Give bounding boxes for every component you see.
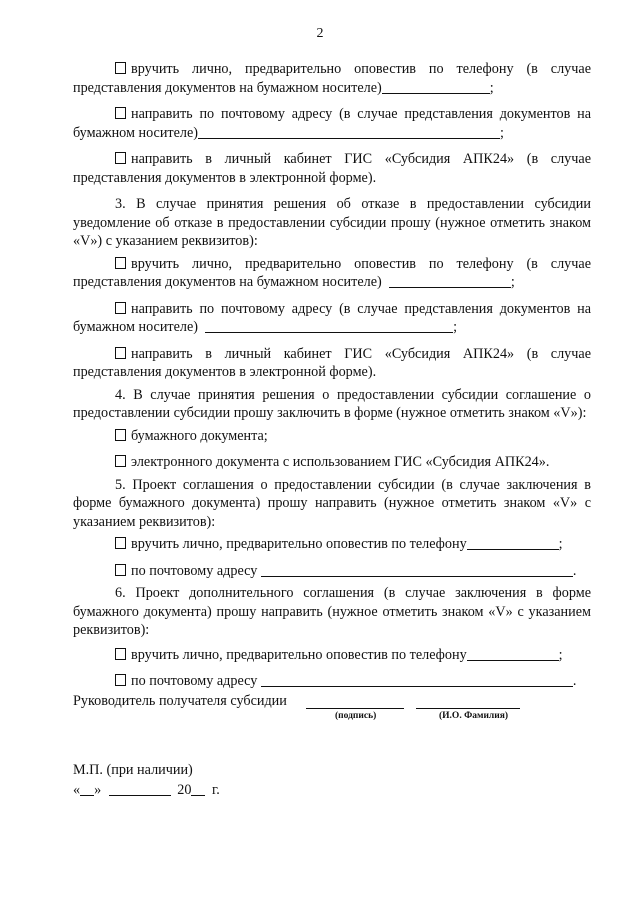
option-text: вручить лично, предварительно оповестив по телефону (в случае представления документов на бумажном носителе) [73, 61, 591, 96]
section-5-text: 5. Проект соглашения о предоставлении субсидии (в случае заключения в форме бумажного документа) прошу направить (нужное отметить знаком «V» с указанием реквизитов): [73, 476, 591, 530]
year-prefix: 20 [177, 782, 192, 798]
punct: ; [558, 536, 563, 552]
fill-line[interactable] [467, 647, 559, 661]
option-text: вручить лично, предварительно оповестив по телефону [131, 536, 467, 552]
punct: ; [500, 124, 504, 141]
fill-line[interactable] [467, 536, 559, 550]
fill-line[interactable] [261, 673, 573, 687]
checkbox[interactable] [115, 455, 126, 467]
name-caption: (И.О. Фамилия) [439, 711, 509, 721]
section-6-text: 6. Проект дополнительного соглашения (в случае заключения в форме бумажного документа) прошу направить (нужное отметить знаком «V» с указанием реквизитов): [73, 585, 591, 638]
document-body [73, 60, 591, 699]
option-text: по почтовому адресу [131, 673, 258, 689]
page-number: 2 [316, 26, 324, 41]
signature-label: Руководитель получателя субсидии [73, 693, 287, 709]
punct: . [572, 562, 577, 579]
checkbox[interactable] [115, 347, 126, 359]
punct: ; [558, 646, 563, 663]
agreement-option-hand-deliver [73, 535, 591, 554]
option-post-paper [73, 105, 591, 142]
checkbox[interactable] [115, 107, 126, 119]
punct: ; [453, 319, 458, 335]
year-suffix: г. [212, 782, 220, 798]
checkbox[interactable] [115, 648, 126, 660]
option-cabinet-electronic [73, 150, 591, 187]
checkbox[interactable] [115, 257, 126, 269]
month-field[interactable] [109, 782, 171, 796]
date-quote-close: » [94, 782, 102, 798]
option-hand-deliver-paper [73, 60, 591, 97]
fill-line[interactable] [198, 125, 500, 139]
option-text: по почтовому адресу [131, 562, 258, 579]
section-4-text: 4. В случае принятия решения о предоставлении субсидии соглашение о предоставлении субсидии прошу заключить в форме (нужное отметить знаком «V»): [73, 386, 591, 421]
name-line[interactable] [416, 695, 520, 709]
checkbox[interactable] [115, 674, 126, 686]
checkbox[interactable] [115, 537, 126, 549]
agreement-option-post [73, 562, 591, 581]
refusal-option-hand-deliver [73, 255, 591, 292]
fill-line[interactable] [261, 563, 573, 577]
day-field[interactable] [80, 782, 94, 796]
checkbox[interactable] [115, 302, 126, 314]
option-text: вручить лично, предварительно оповестив по телефону [131, 646, 467, 663]
option-text: бумажного документа; [131, 427, 268, 444]
punct: ; [489, 79, 494, 96]
supplement-option-hand-deliver [73, 646, 591, 665]
refusal-option-post [73, 300, 591, 337]
fill-line[interactable] [382, 80, 490, 94]
fill-line[interactable] [205, 319, 453, 333]
stamp-label: М.П. (при наличии) [73, 762, 193, 778]
punct: . [572, 673, 577, 689]
checkbox[interactable] [115, 62, 126, 74]
signature-line[interactable] [306, 695, 404, 709]
checkbox[interactable] [115, 152, 126, 164]
signature-block [73, 693, 593, 733]
supplement-option-post [73, 672, 591, 691]
date-quote-open: « [73, 782, 81, 798]
section-3-text: 3. В случае принятия решения об отказе в предоставлении субсидии уведомление об отказе в предоставлении субсидии прошу (нужное отметить знаком «V») с указанием реквизитов): [73, 196, 591, 249]
option-text: направить по почтовому адресу (в случае представления документов на бумажном носителе) [73, 106, 591, 141]
year-field[interactable] [191, 782, 205, 796]
punct: ; [510, 274, 515, 290]
option-text: направить по почтовому адресу (в случае представления документов на бумажном носителе) [73, 300, 591, 335]
checkbox[interactable] [115, 564, 126, 576]
option-electronic-document [73, 453, 591, 472]
fill-line[interactable] [389, 274, 511, 288]
option-text: направить в личный кабинет ГИС «Субсидия АПК24» (в случае представления документов в электронной форме). [73, 151, 591, 186]
option-text: электронного документа с использованием ГИС «Субсидия АПК24». [131, 454, 550, 470]
refusal-option-cabinet [73, 345, 591, 382]
option-text: направить в личный кабинет ГИС «Субсидия АПК24» (в случае представления документов в электронной форме). [73, 345, 591, 380]
date-line [73, 780, 220, 800]
signature-caption: (подпись) [335, 711, 377, 721]
checkbox[interactable] [115, 429, 126, 441]
option-text: вручить лично, предварительно оповестив по телефону (в случае представления документов на бумажном носителе) [73, 255, 591, 290]
stamp-block [73, 760, 220, 800]
option-paper-document [73, 427, 591, 446]
